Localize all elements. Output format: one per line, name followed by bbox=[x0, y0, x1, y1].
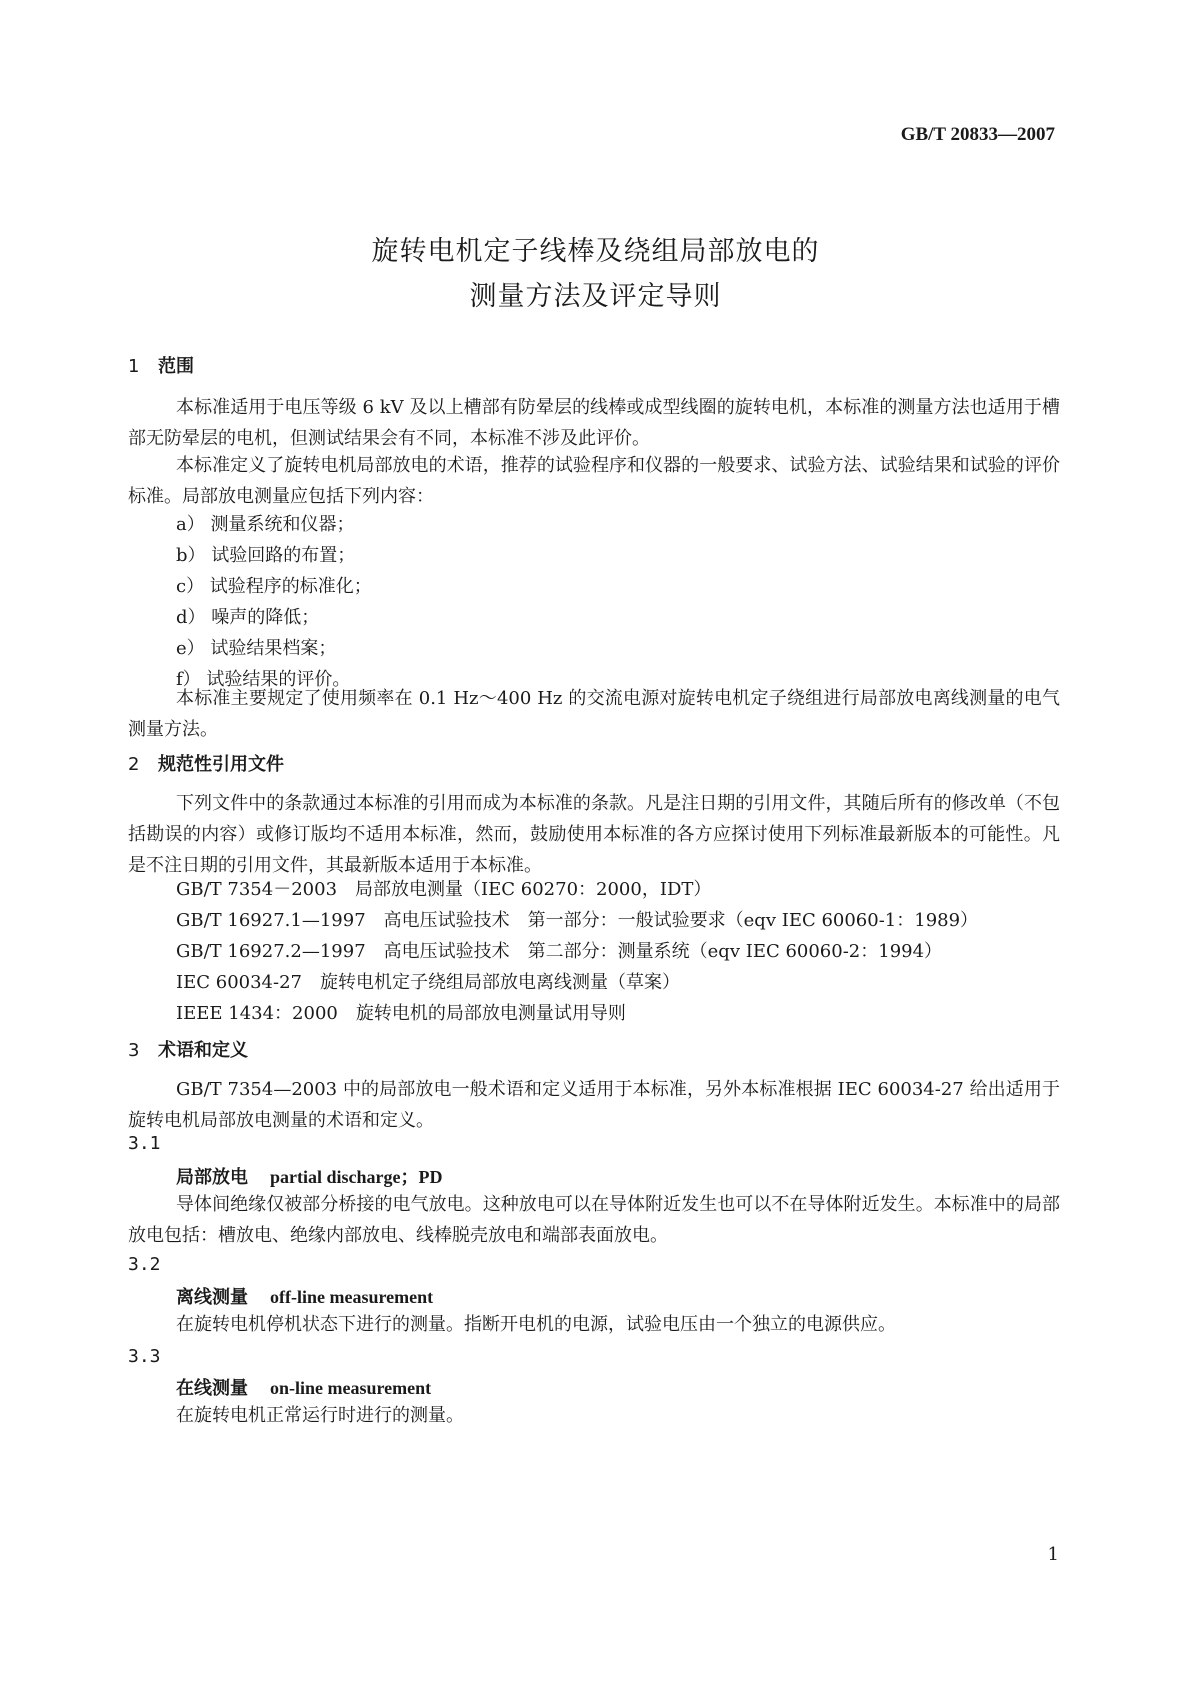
list-item: c） 试验程序的标准化； bbox=[176, 576, 372, 597]
section-heading-2 bbox=[128, 750, 1060, 776]
term-chinese: 在线测量 bbox=[176, 1378, 248, 1399]
clause-number: 3.1 bbox=[128, 1133, 161, 1154]
reference-item: GB/T 7354－2003 局部放电测量（IEC 60270：2000，IDT） bbox=[176, 879, 712, 900]
paragraph: GB/T 7354—2003 中的局部放电一般术语和定义适用于本标准，另外本标准根据 IEC 60034-27 给出适用于旋转电机局部放电测量的术语和定义。 bbox=[128, 1079, 1060, 1131]
term-chinese: 离线测量 bbox=[176, 1287, 248, 1308]
list-item: d） 噪声的降低； bbox=[176, 607, 320, 628]
term-entry bbox=[128, 1283, 1108, 1309]
reference-list bbox=[128, 874, 1060, 1029]
term-chinese: 局部放电 bbox=[176, 1167, 248, 1188]
section-number: 2 bbox=[128, 754, 140, 775]
document-title-line1: 旋转电机定子线棒及绕组局部放电的 bbox=[371, 236, 820, 267]
section-heading-1 bbox=[128, 352, 1060, 378]
term-entry bbox=[128, 1163, 1108, 1189]
paragraph: 本标准适用于电压等级 6 kV 及以上槽部有防晕层的线棒或成型线圈的旋转电机，本标准的测量方法也适用于槽部无防晕层的电机，但测试结果会有不同，本标准不涉及此评价。 bbox=[128, 397, 1060, 449]
term-definition: 在旋转电机停机状态下进行的测量。指断开电机的电源，试验电压由一个独立的电源供应。 bbox=[176, 1314, 896, 1335]
list-item: f） 试验结果的评价。 bbox=[176, 669, 351, 690]
section-heading-3 bbox=[128, 1036, 1060, 1062]
reference-item: IEEE 1434：2000 旋转电机的局部放电测量试用导则 bbox=[176, 1003, 626, 1024]
reference-item: IEC 60034-27 旋转电机定子绕组局部放电离线测量（草案） bbox=[176, 972, 680, 993]
term-definition: 在旋转电机正常运行时进行的测量。 bbox=[176, 1405, 464, 1426]
section-title: 规范性引用文件 bbox=[158, 754, 284, 775]
list-item: a） 测量系统和仪器； bbox=[176, 514, 355, 535]
paragraph: 本标准主要规定了使用频率在 0.1 Hz～400 Hz 的交流电源对旋转电机定子绕组进行局部放电离线测量的电气测量方法。 bbox=[128, 688, 1060, 740]
section-title: 术语和定义 bbox=[158, 1040, 248, 1061]
section-number: 3 bbox=[128, 1040, 140, 1061]
term-english: on-line measurement bbox=[270, 1378, 432, 1398]
list-item: b） 试验回路的布置； bbox=[176, 545, 356, 566]
reference-item: GB/T 16927.1—1997 高电压试验技术 第一部分：一般试验要求（eqv IEC 60060-1：1989） bbox=[176, 910, 979, 931]
list-item: e） 试验结果档案； bbox=[176, 638, 337, 659]
paragraph: 下列文件中的条款通过本标准的引用而成为本标准的条款。凡是注日期的引用文件，其随后所有的修改单（不包括勘误的内容）或修订版均不适用本标准，然而，鼓励使用本标准的各方应探讨使用下列标准最新版本的可能性。凡是不注日期的引用文件，其最新版本适用于本标准。 bbox=[128, 793, 1060, 876]
document-title-line2: 测量方法及评定导则 bbox=[469, 281, 722, 312]
term-definition: 导体间绝缘仅被部分桥接的电气放电。这种放电可以在导体附近发生也可以不在导体附近发生。本标准中的局部放电包括：槽放电、绝缘内部放电、线棒脱壳放电和端部表面放电。 bbox=[128, 1194, 1060, 1246]
term-english: partial discharge；PD bbox=[270, 1167, 443, 1187]
term-english: off-line measurement bbox=[270, 1287, 434, 1307]
paragraph: 本标准定义了旋转电机局部放电的术语，推荐的试验程序和仪器的一般要求、试验方法、试验结果和试验的评价标准。局部放电测量应包括下列内容： bbox=[128, 455, 1060, 507]
term-entry bbox=[128, 1374, 1108, 1400]
section-title: 范围 bbox=[158, 356, 194, 377]
page-number: 1 bbox=[1047, 1544, 1059, 1565]
standard-number: GB/T 20833—2007 bbox=[900, 124, 1055, 145]
section-number: 1 bbox=[128, 356, 140, 377]
clause-number: 3.3 bbox=[128, 1346, 161, 1367]
clause-number: 3.2 bbox=[128, 1254, 161, 1275]
content-list bbox=[128, 509, 1060, 695]
reference-item: GB/T 16927.2—1997 高电压试验技术 第二部分：测量系统（eqv IEC 60060-2：1994） bbox=[176, 941, 943, 962]
